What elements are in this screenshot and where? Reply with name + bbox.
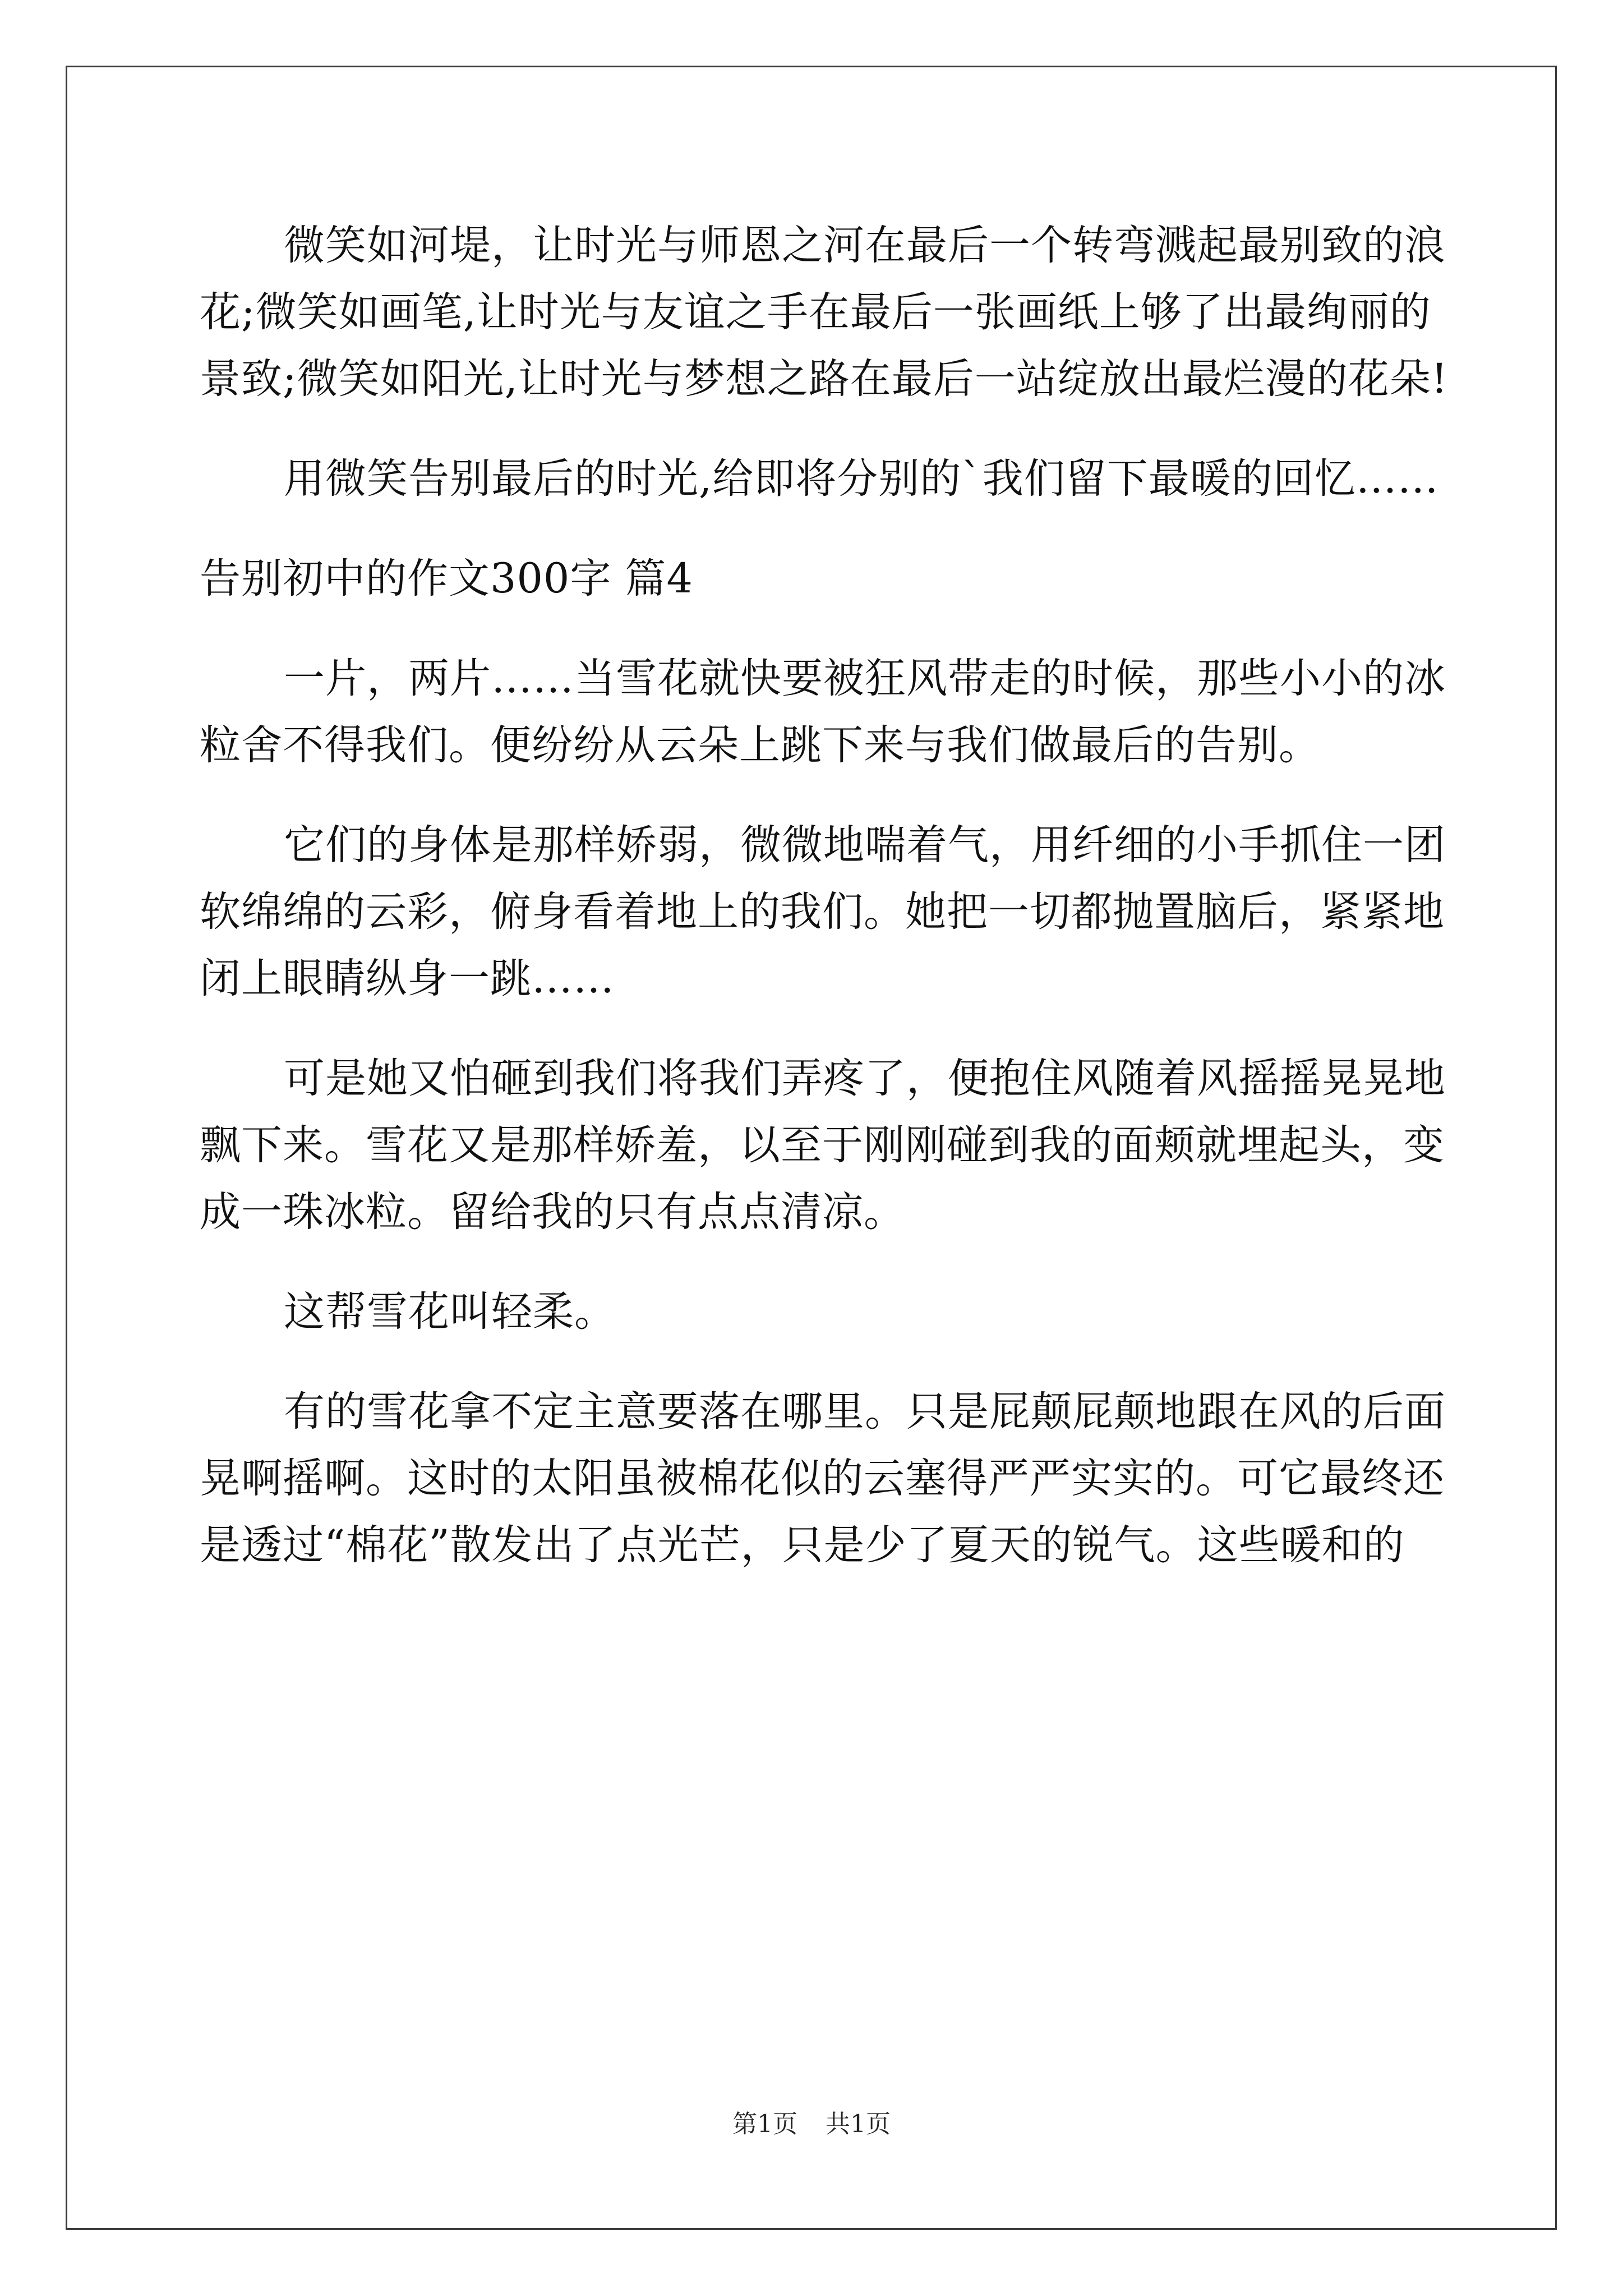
text-line: 花;微笑如画笔,让时光与友谊之手在最后一张画纸上够了出最绚丽的: [200, 288, 1431, 336]
text-line: 景致;微笑如阳光,让时光与梦想之路在最后一站绽放出最烂漫的花朵!: [200, 355, 1449, 403]
paragraph: [200, 1378, 1446, 1579]
page-total: 共1页: [826, 2110, 891, 2138]
text-line: 晃啊摇啊。这时的太阳虽被棉花似的云塞得严严实实的。可它最终还: [200, 1455, 1445, 1502]
section-title: 告别初中的作文300字 篇4: [200, 555, 693, 602]
text-line: 它们的身体是那样娇弱，微微地喘着气，用纤细的小手抓住一团: [284, 821, 1446, 869]
text-line: 飘下来。雪花又是那样娇羞，以至于刚刚碰到我的面颊就埋起头，变: [200, 1121, 1445, 1169]
text-line: 一片，两片……当雪花就快要被狂风带走的时候，那些小小的冰: [284, 655, 1446, 702]
text-line: 粒舍不得我们。便纷纷从云朵上跳下来与我们做最后的告别。: [200, 721, 1320, 769]
text-line: 用微笑告别最后的时光,给即将分别的`我们留下最暖的回忆……: [284, 455, 1439, 503]
paragraph: [200, 212, 1449, 412]
paragraph: [200, 1278, 1429, 1345]
text-line: 是透过“棉花”散发出了点光芒，只是少了夏天的锐气。这些暖和的: [200, 1521, 1405, 1569]
paragraph: [200, 1045, 1446, 1245]
page-footer: [0, 2104, 1623, 2139]
text-line: 可是她又怕砸到我们将我们弄疼了，便抱住风随着风摇摇晃晃地: [284, 1055, 1446, 1102]
text-line: 有的雪花拿不定主意要落在哪里。只是屁颠屁颠地跟在风的后面: [284, 1388, 1446, 1435]
page-number: 第1页: [732, 2110, 797, 2138]
text-line: 微笑如河堤，让时光与师恩之河在最后一个转弯溅起最别致的浪: [284, 222, 1446, 269]
text-line: 软绵绵的云彩，俯身看着地上的我们。她把一切都抛置脑后，紧紧地: [200, 888, 1445, 936]
text-line: 闭上眼睛纵身一跳……: [200, 955, 615, 1002]
paragraph: [200, 445, 1439, 512]
paragraph: [200, 645, 1446, 779]
document-body: [200, 212, 1449, 1579]
paragraph: [200, 812, 1446, 1012]
text-line: 这帮雪花叫轻柔。: [284, 1288, 616, 1336]
text-line: 成一珠冰粒。留给我的只有点点清凉。: [200, 1188, 905, 1236]
